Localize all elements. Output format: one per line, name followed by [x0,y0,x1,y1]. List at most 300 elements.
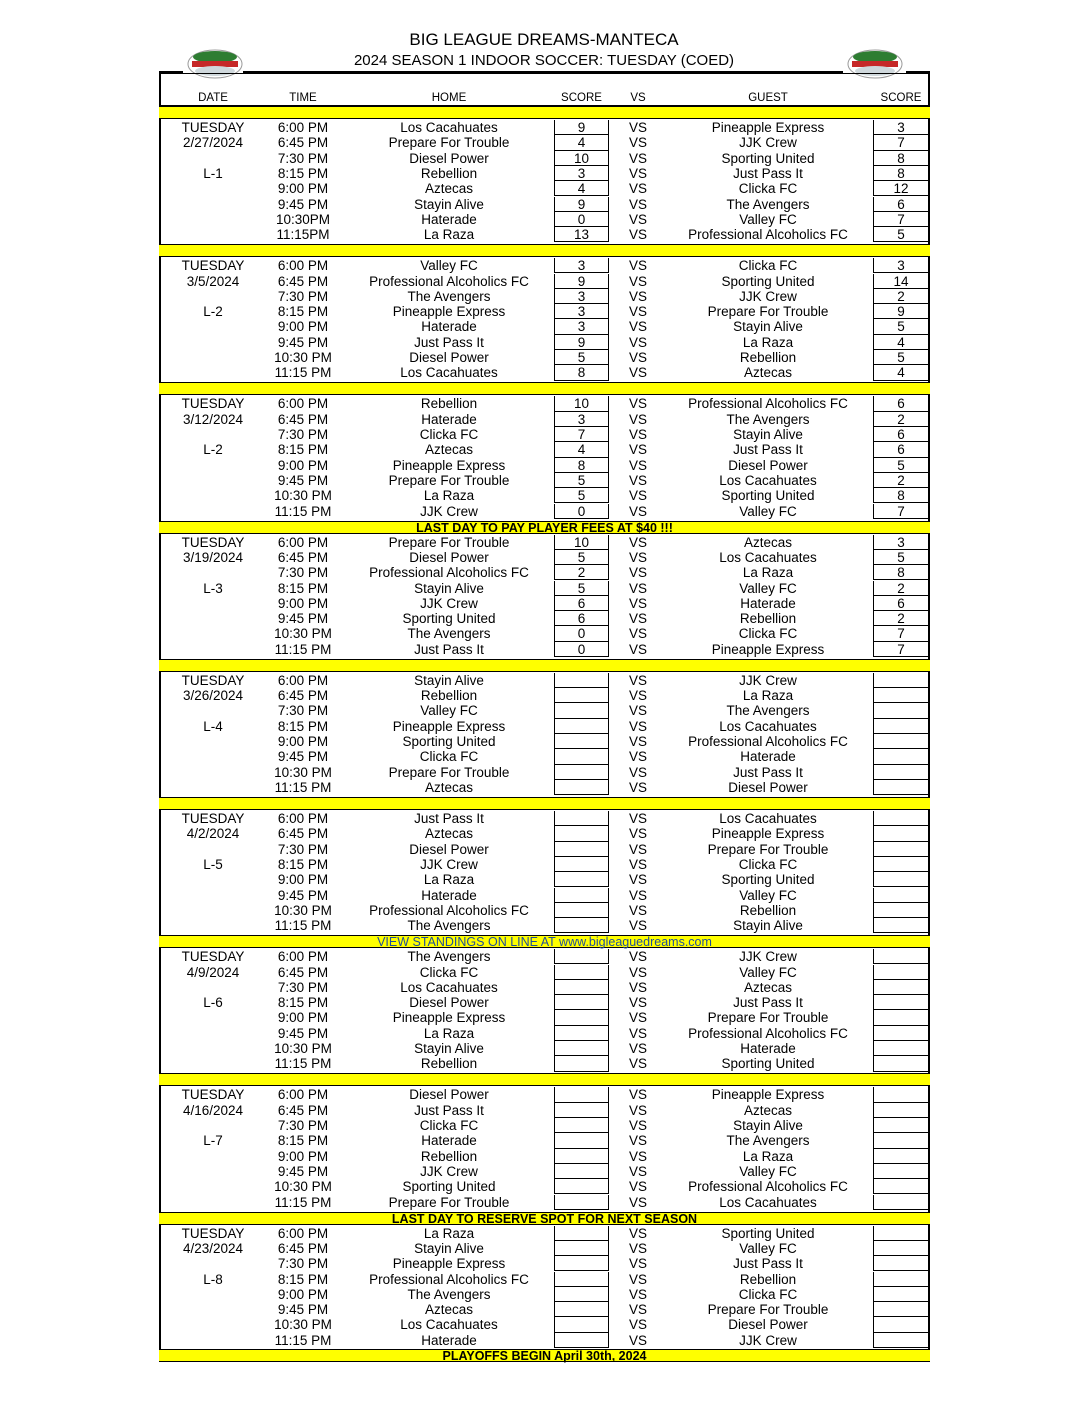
vs-label: VS [628,273,647,289]
guest-team: Clicka FC [738,181,798,197]
game-time: 9:00 PM [277,872,329,888]
game-row [159,1302,930,1317]
home-team: Clicka FC [419,1118,479,1133]
game-row [159,1179,930,1194]
game-time: 6:00 PM [277,396,329,412]
home-score [554,1179,609,1194]
guest-team: Stayin Alive [733,1118,803,1133]
home-score: 3 [554,319,609,334]
home-score: 3 [554,304,609,319]
home-team: Diesel Power [409,549,489,565]
game-time: 6:45 PM [277,273,329,289]
game-row [159,1010,930,1025]
guest-score [873,1256,929,1271]
home-score [554,1087,609,1102]
vs-label: VS [628,288,647,304]
vs-label: VS [628,1025,647,1041]
home-team: Professional Alcoholics FC [369,565,529,581]
guest-score [873,857,929,872]
week-day: TUESDAY [181,1087,245,1103]
home-team: The Avengers [407,288,491,304]
game-row [159,581,930,596]
game-time: 10:30 PM [274,1041,332,1056]
guest-team: Aztecas [743,365,793,381]
col-vs: VS [630,92,646,104]
vs-label: VS [628,350,647,365]
guest-team: Pineapple Express [711,1087,825,1103]
home-team: Clicka FC [419,749,479,765]
vs-label: VS [628,1317,647,1333]
guest-team: JJK Crew [739,288,797,304]
game-time: 6:00 PM [277,534,329,550]
week-date: 2/27/2024 [182,135,244,151]
home-team: Haterade [421,319,477,335]
home-score [554,811,609,826]
game-time: 9:00 PM [277,595,329,611]
game-time: 9:45 PM [277,196,329,212]
guest-score: 8 [873,565,929,580]
game-time: 6:00 PM [277,672,329,688]
guest-team: JJK Crew [739,1332,797,1348]
guest-score [873,995,929,1010]
game-time: 6:00 PM [277,120,329,135]
game-row [159,1118,930,1133]
home-score [554,1241,609,1256]
home-score [554,1103,609,1118]
guest-team: Los Cacahuates [719,472,817,488]
home-score [554,1317,609,1332]
vs-label: VS [628,196,647,212]
home-score: 3 [554,412,609,427]
guest-score: 4 [873,335,929,350]
home-score: 9 [554,197,609,212]
home-team: Los Cacahuates [400,979,498,995]
game-time: 9:45 PM [277,1163,329,1179]
guest-team: Just Pass It [733,442,803,458]
guest-team: Rebellion [739,611,797,627]
home-team: Haterade [421,411,477,427]
home-team: Clicka FC [419,964,479,980]
home-team: Haterade [421,1133,477,1149]
home-team: Stayin Alive [414,196,484,212]
guest-team: Sporting United [721,1225,815,1241]
week-day: TUESDAY [181,949,245,965]
home-team: La Raza [423,227,475,243]
week-day: TUESDAY [181,811,245,826]
vs-label: VS [628,1225,647,1241]
guest-score: 5 [873,458,929,473]
home-team: Diesel Power [409,1087,489,1103]
week-separator [159,797,930,810]
guest-score: 7 [873,642,929,657]
home-score: 8 [554,458,609,473]
vs-label: VS [628,1163,647,1179]
guest-score [873,949,929,964]
guest-score: 8 [873,151,929,166]
home-score: 4 [554,135,609,150]
vs-label: VS [628,396,647,412]
vs-label: VS [628,1240,647,1256]
guest-team: Pineapple Express [711,120,825,135]
page-subtitle: 2024 SEASON 1 INDOOR SOCCER: TUESDAY (COED) [353,52,735,69]
home-team: Los Cacahuates [400,120,498,135]
game-row [159,135,930,150]
week-day: TUESDAY [181,1225,245,1241]
vs-label: VS [628,457,647,473]
game-row [159,903,930,918]
guest-team: The Avengers [726,196,810,212]
notice-banner: LAST DAY TO PAY PLAYER FEES AT $40 !!! [159,521,930,534]
game-time: 11:15 PM [274,1056,332,1072]
guest-score [873,1272,929,1287]
game-time: 6:45 PM [277,688,329,704]
game-row [159,166,930,181]
guest-team: Rebellion [739,1271,797,1287]
vs-label: VS [628,165,647,181]
home-team: Pineapple Express [392,1010,506,1026]
game-row [159,442,930,457]
home-team: Just Pass It [414,1102,484,1118]
vs-label: VS [628,611,647,627]
game-time: 6:00 PM [277,811,329,826]
game-time: 9:45 PM [277,1025,329,1041]
guest-team: Just Pass It [733,165,803,181]
vs-label: VS [628,427,647,442]
game-row [159,888,930,903]
game-time: 10:30PM [275,211,331,227]
home-score: 6 [554,596,609,611]
home-team: Aztecas [424,1302,474,1318]
week-day: TUESDAY [181,534,245,550]
week-date: 3/19/2024 [182,549,244,565]
guest-score: 9 [873,304,929,319]
home-team: JJK Crew [420,1163,478,1179]
home-team: Prepare For Trouble [388,764,510,780]
game-row [159,304,930,319]
home-team: Pineapple Express [392,457,506,473]
game-time: 9:45 PM [277,334,329,350]
guest-team: Pineapple Express [711,826,825,842]
home-team: Stayin Alive [414,1240,484,1256]
guest-team: The Avengers [726,703,810,719]
guest-score: 7 [873,135,929,150]
game-row [159,842,930,857]
home-team: Rebellion [420,1148,478,1164]
home-team: Sporting United [402,734,496,749]
game-row [159,1195,930,1210]
game-time: 6:45 PM [277,135,329,151]
home-score [554,1287,609,1302]
guest-team: Clicka FC [738,626,798,642]
guest-score [873,1287,929,1302]
game-row [159,227,930,242]
home-score [554,765,609,780]
guest-score [873,1317,929,1332]
guest-score: 5 [873,227,929,242]
guest-team: Sporting United [721,1056,815,1072]
game-row [159,473,930,488]
week-league: L-8 [203,1271,223,1287]
home-score: 2 [554,565,609,580]
home-team: La Raza [423,1025,475,1041]
game-row [159,1333,930,1348]
game-time: 9:45 PM [277,1302,329,1318]
home-team: The Avengers [407,1286,491,1302]
game-time: 9:00 PM [277,1148,329,1164]
guest-team: Clicka FC [738,856,798,872]
vs-label: VS [628,641,647,657]
vs-label: VS [628,626,647,642]
guest-score [873,688,929,703]
vs-label: VS [628,565,647,581]
game-row [159,1317,930,1332]
home-team: Stayin Alive [414,1041,484,1056]
guest-team: Diesel Power [728,1317,808,1333]
vs-label: VS [628,503,647,519]
home-score [554,1164,609,1179]
game-row [159,365,930,380]
home-team: Haterade [421,1332,477,1348]
guest-score [873,1056,929,1071]
home-score: 5 [554,550,609,565]
guest-score: 6 [873,197,929,212]
home-team: Stayin Alive [414,672,484,688]
vs-label: VS [628,319,647,335]
home-score [554,1333,609,1348]
home-team: Haterade [421,211,477,227]
home-score: 5 [554,488,609,503]
guest-score [873,719,929,734]
guest-team: Stayin Alive [733,319,803,335]
home-score [554,1010,609,1025]
game-row [159,642,930,657]
home-score [554,719,609,734]
home-team: Rebellion [420,165,478,181]
guest-team: Haterade [740,1041,796,1056]
guest-team: Sporting United [721,150,815,166]
game-time: 11:15 PM [274,918,332,934]
game-time: 10:30 PM [274,1179,332,1195]
game-time: 9:45 PM [277,472,329,488]
vs-label: VS [628,120,647,135]
week-league: L-4 [203,718,223,734]
home-score: 5 [554,581,609,596]
home-team: Diesel Power [409,350,489,365]
game-row [159,872,930,887]
game-row [159,488,930,503]
home-score: 5 [554,350,609,365]
home-score [554,703,609,718]
col-home: HOME [431,92,467,104]
guest-score [873,1010,929,1025]
guest-team: Haterade [740,749,796,765]
guest-team: Los Cacahuates [719,1194,817,1210]
game-row [159,151,930,166]
guest-score: 8 [873,166,929,181]
game-row [159,1041,930,1056]
home-team: Aztecas [424,442,474,458]
vs-label: VS [628,1256,647,1272]
game-time: 9:00 PM [277,457,329,473]
guest-score [873,780,929,795]
guest-team: Prepare For Trouble [707,841,829,857]
col-date: DATE [198,92,228,104]
home-team: Los Cacahuates [400,365,498,381]
guest-team: Clicka FC [738,1286,798,1302]
game-row [159,212,930,227]
home-score: 4 [554,181,609,196]
guest-score [873,842,929,857]
home-score: 9 [554,120,609,135]
guest-score: 4 [873,365,929,380]
home-team: Prepare For Trouble [388,534,510,550]
vs-label: VS [628,135,647,151]
game-time: 6:00 PM [277,258,329,274]
game-row [159,918,930,933]
guest-score [873,1041,929,1056]
vs-label: VS [628,580,647,596]
week-separator [159,659,930,672]
game-row [159,965,930,980]
vs-label: VS [628,1194,647,1210]
game-time: 8:15 PM [277,580,329,596]
guest-team: Diesel Power [728,457,808,473]
home-score: 5 [554,473,609,488]
guest-score: 6 [873,396,929,411]
vs-label: VS [628,1102,647,1118]
vs-label: VS [628,826,647,842]
vs-label: VS [628,1332,647,1348]
guest-score: 3 [873,120,929,135]
home-score [554,1041,609,1056]
home-score [554,1195,609,1210]
game-time: 9:45 PM [277,749,329,765]
game-time: 10:30 PM [274,764,332,780]
home-score: 3 [554,258,609,273]
home-score: 6 [554,611,609,626]
playoffs-banner: PLAYOFFS BEGIN April 30th, 2024 [159,1349,930,1362]
game-time: 8:15 PM [277,1133,329,1149]
home-score [554,826,609,841]
game-time: 9:00 PM [277,734,329,749]
week-date: 3/5/2024 [186,273,240,289]
game-time: 6:45 PM [277,1102,329,1118]
game-row [159,611,930,626]
guest-team: La Raza [742,565,794,581]
game-time: 9:00 PM [277,1010,329,1026]
game-row [159,995,930,1010]
home-team: Aztecas [424,826,474,842]
home-score: 9 [554,335,609,350]
vs-label: VS [628,334,647,350]
home-score [554,888,609,903]
home-score [554,1149,609,1164]
game-time: 9:00 PM [277,1286,329,1302]
game-time: 10:30 PM [274,902,332,918]
game-time: 11:15PM [276,227,330,243]
home-score [554,949,609,964]
home-team: Sporting United [402,1179,496,1195]
home-team: Haterade [421,887,477,903]
guest-team: Prepare For Trouble [707,1302,829,1318]
guest-score: 5 [873,319,929,334]
guest-score: 6 [873,427,929,442]
guest-team: Sporting United [721,273,815,289]
game-row [159,1133,930,1148]
guest-team: Professional Alcoholics FC [688,396,848,412]
guest-score: 5 [873,350,929,365]
vs-label: VS [628,841,647,857]
game-row [159,949,930,964]
home-score [554,857,609,872]
vs-label: VS [628,672,647,688]
guest-team: Aztecas [743,979,793,995]
guest-score: 8 [873,488,929,503]
home-score [554,1226,609,1241]
game-time: 6:45 PM [277,826,329,842]
game-row [159,1164,930,1179]
home-score [554,1272,609,1287]
home-team: Professional Alcoholics FC [369,902,529,918]
home-score [554,903,609,918]
vs-label: VS [628,688,647,704]
home-team: Just Pass It [414,641,484,657]
guest-score [873,1302,929,1317]
vs-label: VS [628,534,647,550]
game-time: 7:30 PM [277,841,329,857]
week-separator [159,382,930,395]
home-score [554,749,609,764]
game-row [159,181,930,196]
home-score: 3 [554,289,609,304]
home-team: Rebellion [420,1056,478,1072]
home-team: Prepare For Trouble [388,1194,510,1210]
guest-score [873,749,929,764]
game-time: 10:30 PM [274,350,332,365]
game-time: 11:15 PM [274,779,332,795]
game-time: 9:45 PM [277,887,329,903]
guest-team: Stayin Alive [733,918,803,934]
game-row [159,504,930,519]
week-date: 3/26/2024 [182,688,244,704]
guest-score [873,1179,929,1194]
guest-team: Los Cacahuates [719,718,817,734]
guest-team: Valley FC [739,887,797,903]
game-row [159,396,930,411]
home-team: Rebellion [420,396,478,412]
game-row [159,826,930,841]
game-time: 6:45 PM [277,411,329,427]
guest-score: 2 [873,611,929,626]
game-time: 7:30 PM [277,288,329,304]
home-team: The Avengers [407,626,491,642]
home-team: Prepare For Trouble [388,135,510,151]
game-row [159,749,930,764]
guest-score [873,980,929,995]
week-separator [159,1073,930,1086]
week-date: 4/16/2024 [182,1102,244,1118]
guest-team: Clicka FC [738,258,798,274]
game-time: 11:15 PM [274,1332,332,1348]
home-team: Diesel Power [409,995,489,1011]
week-league: L-6 [203,995,223,1011]
vs-label: VS [628,442,647,458]
game-time: 6:45 PM [277,1240,329,1256]
game-row [159,1241,930,1256]
guest-team: Sporting United [721,488,815,504]
game-time: 10:30 PM [274,626,332,642]
game-time: 9:45 PM [277,611,329,627]
